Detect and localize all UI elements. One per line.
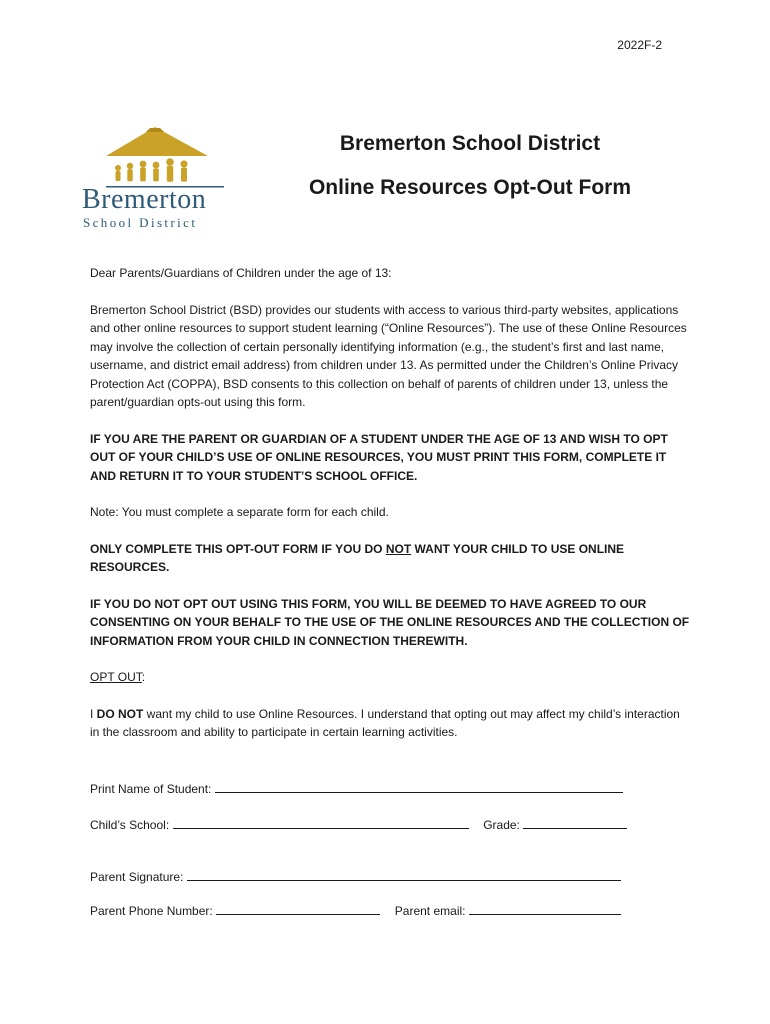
only-pre: ONLY COMPLETE THIS OPT-OUT FORM IF YOU DO <box>90 541 386 556</box>
school-grade-row <box>90 816 627 832</box>
school-label: Child’s School: <box>90 818 170 832</box>
form-title: Online Resources Opt-Out Form <box>308 176 632 199</box>
grade-field[interactable] <box>523 816 627 829</box>
logo-wordmark: Bremerton <box>82 184 207 215</box>
district-logo <box>80 124 230 230</box>
only-post: WANT YOUR CHILD TO USE ONLINE RESOURCES. <box>90 541 625 574</box>
opt-out-statement <box>90 705 690 742</box>
statement-do-not: DO NOT <box>96 706 144 721</box>
letter-body <box>90 264 690 760</box>
logo-subtitle: School District <box>83 215 198 230</box>
student-name-row <box>90 780 623 796</box>
email-label: Parent email: <box>394 904 466 918</box>
statement-post: want my child to use Online Resources. I understand that opting out may affect my child’s interaction in the classroom and ability to participate in certain learning activities. <box>90 706 680 739</box>
phone-label: Parent Phone Number: <box>90 904 213 918</box>
email-field[interactable] <box>469 902 621 915</box>
opt-out-colon: : <box>141 670 146 684</box>
note-paragraph: Note: You must complete a separate form for each child. <box>90 505 389 519</box>
opt-out-label: OPT OUT <box>90 670 142 684</box>
page-title: Bremerton School District <box>339 132 601 155</box>
phone-field[interactable] <box>216 902 380 915</box>
grade-label: Grade: <box>483 818 520 832</box>
greeting: Dear Parents/Guardians of Children under the age of 13: <box>90 266 392 280</box>
student-name-field[interactable] <box>215 780 623 793</box>
document-code: 2022F-2 <box>617 38 662 52</box>
opt-out-heading <box>90 668 690 687</box>
signature-field[interactable] <box>187 868 621 881</box>
signature-label: Parent Signature: <box>90 870 184 884</box>
only-complete-paragraph <box>90 540 690 577</box>
only-not-emphasis: NOT <box>385 541 412 556</box>
instruction-paragraph: IF YOU ARE THE PARENT OR GUARDIAN OF A STUDENT UNDER THE AGE OF 13 AND WISH TO OPT OUT OF YOUR CHILD’S USE OF ONLINE RESOURCES, YOU MUST PRINT THIS FORM, COMPLETE IT AND RETURN IT TO YOUR STUDENT’S SCHOOL OFFICE. <box>90 431 668 483</box>
intro-paragraph: Bremerton School District (BSD) provides our students with access to various third-party websites, applications and other online resources to support student learning (“Online Resources”). The use of these Online Resources may involve the collection of certain personally identifying information (e.g., the student’s first and last name, username, and district email address) from children under 13. As permitted under the Children’s Online Privacy Protection Act (COPPA), BSD consents to this collection on behalf of parents of children under 13, unless the parent/guardian opts-out using this form. <box>90 302 687 409</box>
student-name-label: Print Name of Student: <box>90 782 212 796</box>
signature-row <box>90 868 621 884</box>
statement-pre: I <box>90 706 97 721</box>
phone-email-row <box>90 902 621 918</box>
deemed-consent-paragraph: IF YOU DO NOT OPT OUT USING THIS FORM, YOU WILL BE DEEMED TO HAVE AGREED TO OUR CONSENTING ON YOUR BEHALF TO THE USE OF THE ONLINE RESOURCES AND THE COLLECTION OF INFORMATION FROM YOUR CHILD IN CONNECTION THEREWITH. <box>90 596 690 648</box>
school-field[interactable] <box>173 816 469 829</box>
